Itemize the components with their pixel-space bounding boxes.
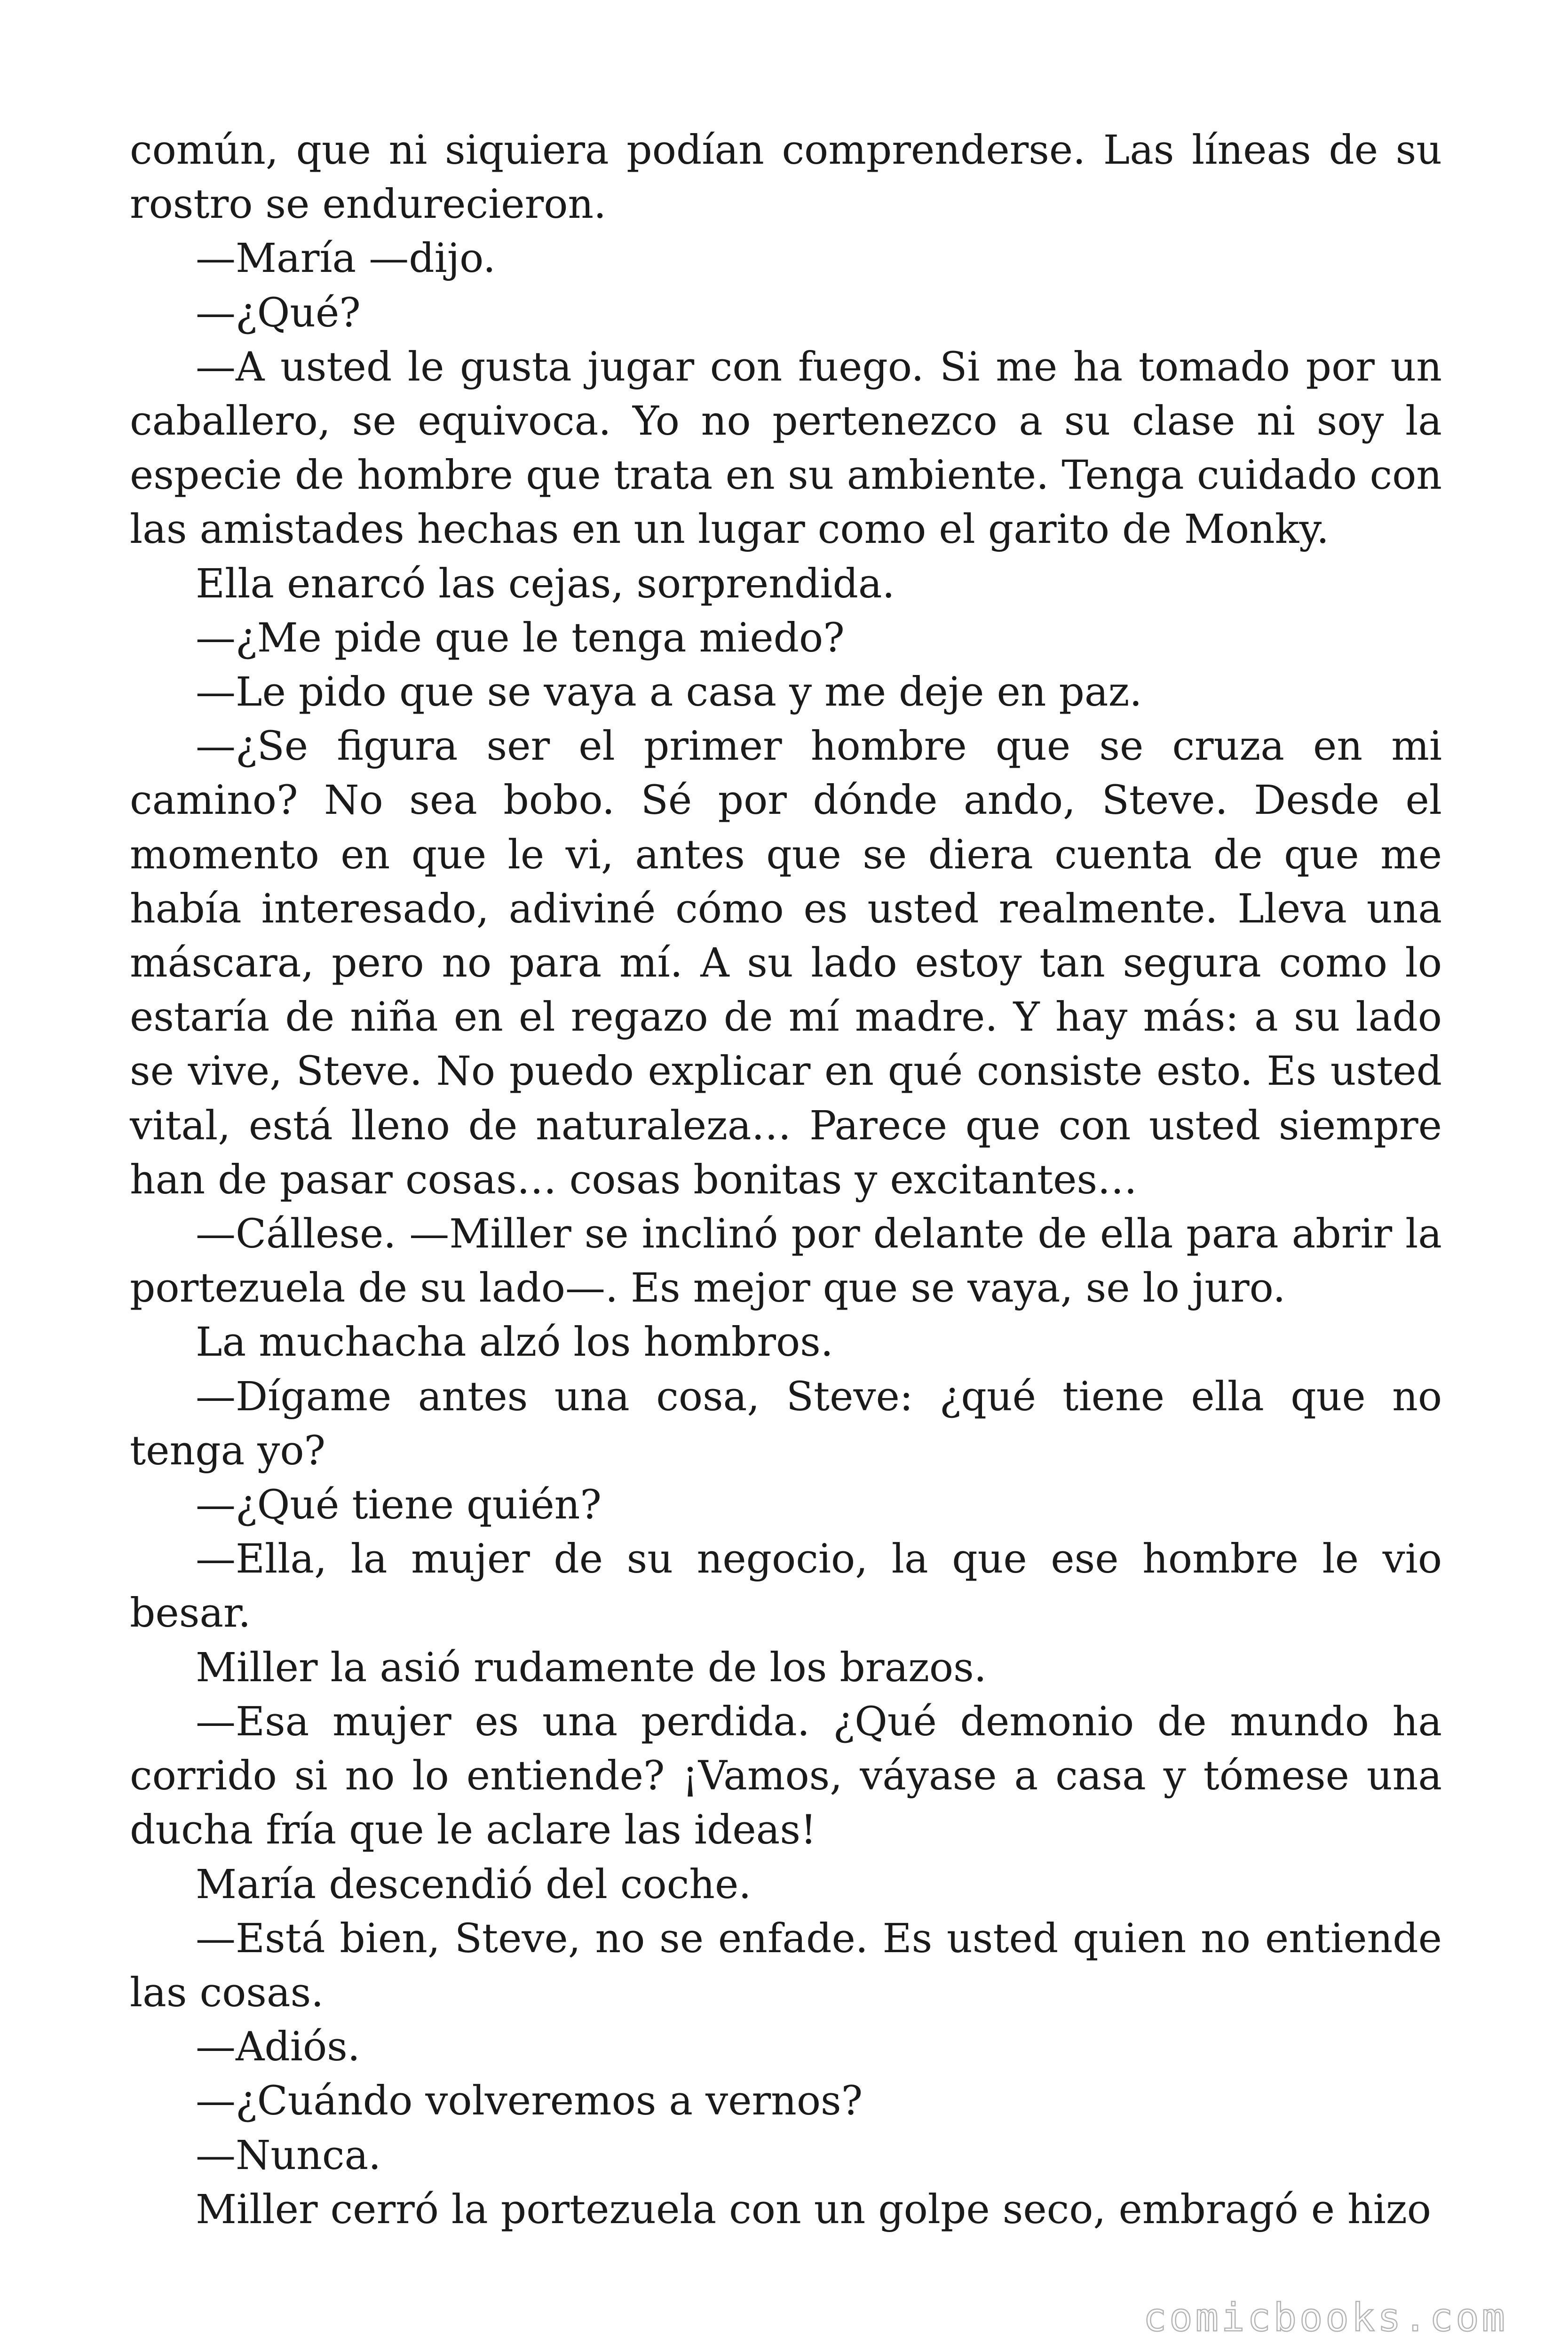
paragraph: —A usted le gusta jugar con fuego. Si me ha tomado por un caballero, se equivoca. Yo no pertenezco a su clase ni soy la especie de hombre que trata en su ambiente. Tenga cuidado con las amistades hechas en un lugar como el garito de Monky. <box>130 343 1442 553</box>
paragraph: —Nunca. <box>196 2132 381 2179</box>
paragraph: —Adiós. <box>196 2024 360 2071</box>
paragraph: común, que ni siquiera podían comprenderse. Las líneas de su rostro se endurecieron. <box>130 127 1442 228</box>
paragraph: —Está bien, Steve, no se enfade. Es usted quien no entiende las cosas. <box>130 1915 1442 2016</box>
body-text <box>130 123 1442 2237</box>
paragraph: Miller la asió rudamente de los brazos. <box>196 1644 987 1691</box>
paragraph: —¿Qué? <box>196 289 361 336</box>
paragraph: La muchacha alzó los hombros. <box>196 1319 833 1366</box>
paragraph: —Ella, la mujer de su negocio, la que ese hombre le vio besar. <box>130 1536 1442 1637</box>
paragraph: —Esa mujer es una perdida. ¿Qué demonio de mundo ha corrido si no lo entiende? ¡Vamos, váyase a casa y tómese una ducha fría que le aclare las ideas! <box>130 1698 1442 1854</box>
paragraph: —Le pido que se vaya a casa y me deje en paz. <box>196 669 1142 716</box>
paragraph: —María —dijo. <box>196 235 496 282</box>
watermark: comicbooks.com <box>1143 2296 1508 2340</box>
paragraph: —Dígame antes una cosa, Steve: ¿qué tiene ella que no tenga yo? <box>130 1373 1442 1474</box>
paragraph: María descendió del coche. <box>196 1861 752 1908</box>
paragraph: —¿Me pide que le tenga miedo? <box>196 614 845 661</box>
paragraph: —¿Qué tiene quién? <box>196 1482 602 1529</box>
paragraph: —¿Se figura ser el primer hombre que se cruza en mi camino? No sea bobo. Sé por dónde ando, Steve. Desde el momento en que le vi, antes que se diera cuenta de que me había interesado, adiviné cómo es usted realmente. Lleva una máscara, pero no para mí. A su lado estoy tan segura como lo estaría de niña en el regazo de mí madre. Y hay más: a su lado se vive, Steve. No puedo explicar en qué consiste esto. Es usted vital, está lleno de naturaleza… Parece que con usted siempre han de pasar cosas… cosas bonitas y excitantes… <box>130 723 1442 1203</box>
paragraph: Ella enarcó las cejas, sorprendida. <box>196 560 895 607</box>
paragraph: Miller cerró la portezuela con un golpe seco, embragó e hizo <box>196 2186 1431 2233</box>
paragraph: —Cállese. —Miller se inclinó por delante de ella para abrir la portezuela de su lado—. Es mejor que se vaya, se lo juro. <box>130 1211 1442 1312</box>
paragraph: —¿Cuándo volveremos a vernos? <box>196 2078 863 2125</box>
